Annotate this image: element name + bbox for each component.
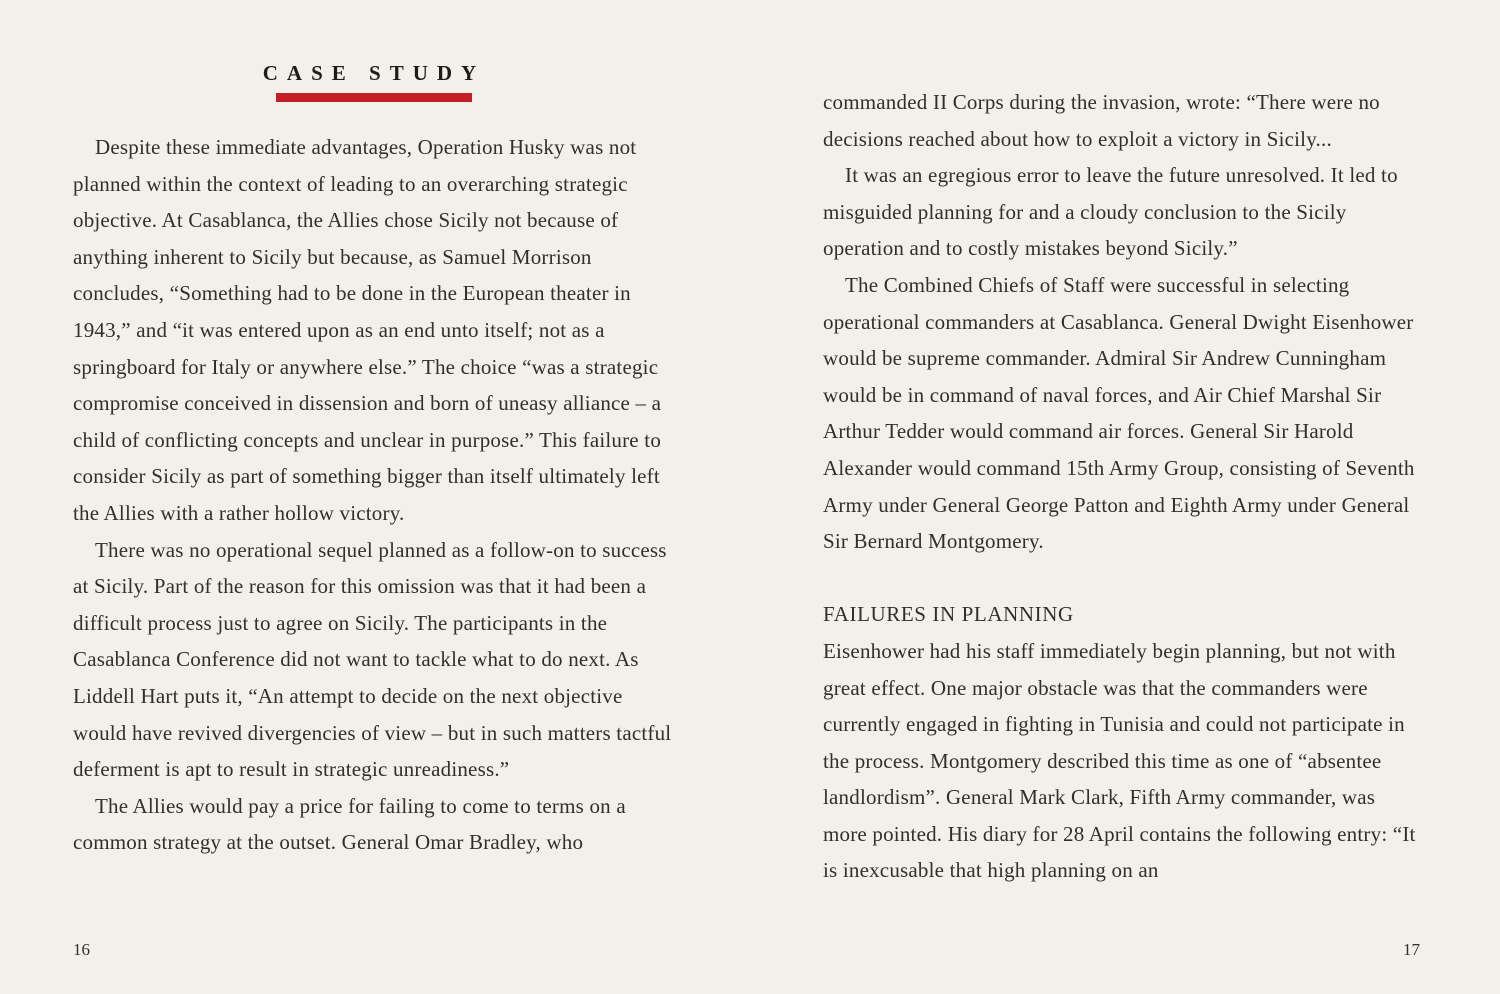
right-page xyxy=(750,0,1500,994)
case-study-title: CASE STUDY xyxy=(262,61,486,85)
paragraph: The Combined Chiefs of Staff were successful in selecting operational commanders at Casablanca. General Dwight Eisenhower would be supreme commander. Admiral Sir Andrew Cunningham would be in command of naval forces, and Air Chief Marshal Sir Arthur Tedder would command air forces. General Sir Harold Alexander would command 15th Army Group, consisting of Seventh Army under General George Patton and Eighth Army under General Sir Bernard Montgomery. xyxy=(823,272,1415,554)
section-subheading: FAILURES IN PLANNING xyxy=(823,602,1074,627)
paragraph: It was an egregious error to leave the future unresolved. It led to misguided planning for and a cloudy conclusion to the Sicily operation and to costly mistakes beyond Sicily.” xyxy=(823,163,1398,261)
paragraph: Eisenhower had his staff immediately begin planning, but not with great effect. One major obstacle was that the commanders were currently engaged in fighting in Tunisia and could not participate in the process. Montgomery described this time as one of “absentee landlordism”. General Mark Clark, Fifth Army commander, was more pointed. His diary for 28 April contains the following entry: “It is inexcusable that high planning on an xyxy=(823,638,1416,883)
heading-underline-bar xyxy=(276,93,472,102)
paragraph-continuation: commanded II Corps during the invasion, wrote: “There were no decisions reached about how to exploit a victory in Sicily... xyxy=(823,90,1380,151)
paragraph: Despite these immediate advantages, Operation Husky was not planned within the context of leading to an overarching strategic objective. At Casablanca, the Allies chose Sicily not because of anything inherent to Sicily but because, as Samuel Morrison concludes, “Something had to be done in the European theater in 1943,” and “it was entered upon as an end unto itself; not as a springboard for Italy or anywhere else.” The choice “was a strategic compromise conceived in dissension and born of uneasy alliance – a child of conflicting concepts and unclear in purpose.” This failure to consider Sicily as part of something bigger than itself ultimately left the Allies with a rather hollow victory. xyxy=(73,135,662,525)
paragraph: There was no operational sequel planned as a follow-on to success at Sicily. Part of the reason for this omission was that it had been a difficult process just to agree on Sicily. The participants in the Casablanca Conference did not want to tackle what to do next. As Liddell Hart puts it, “An attempt to decide on the next objective would have revived divergencies of view – but in such matters tactful deferment is apt to result in strategic unreadiness.” xyxy=(73,537,672,782)
case-study-header xyxy=(73,60,675,102)
paragraph: The Allies would pay a price for failing to come to terms on a common strategy at the outset. General Omar Bradley, who xyxy=(73,793,626,855)
page-number-left: 16 xyxy=(73,940,90,959)
page-number-right: 17 xyxy=(1403,940,1420,959)
